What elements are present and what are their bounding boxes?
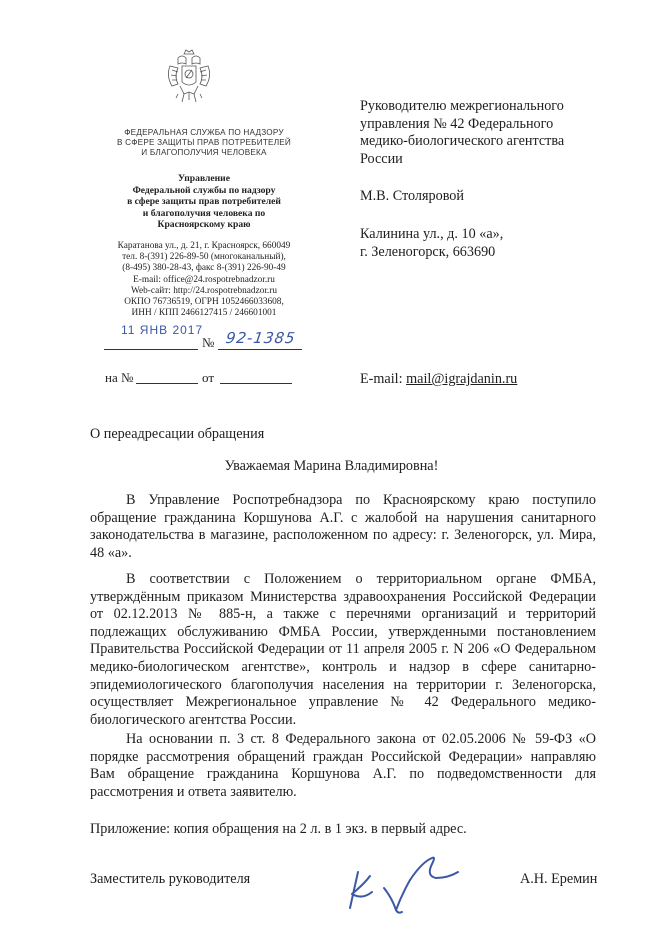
email-label: E-mail: [360,371,403,387]
signatory-name: А.Н. Еремин [520,871,598,887]
agency-line: В СФЕРЕ ЗАЩИТЫ ПРАВ ПОТРЕБИТЕЛЕЙ [116,138,292,147]
dept-line: и благополучия человека по [142,207,266,219]
body-paragraph-2: В соответствии с Положением о территориальном органе ФМБА, утверждённым приказом Министерства здравоохранения Российской Федерации от 02.12.2013 № 885-н, а также с перечнями организаций и территорий подлежащих обслуживанию ФМБА России, утвержденными постановлением Правительства Российской Федерации от 11 апреля 2005 г. N 206 «О Федеральном медико-биологическом агентстве», контроль и надзор в сфере санитарно-эпидемиологического благополучия населения на территории г. Зеленогорска, осуществляет Межрегиональное управление № 42 Федерального медико-биологического агентства России. [90,571,596,728]
addressee-address [360,226,503,261]
addressee-line: Руководителю межрегионального [360,98,564,114]
addressee-email [360,371,517,389]
address-line: Калинина ул., д. 10 «а», [360,226,504,242]
ref-prefix: на № [105,370,134,385]
dept-line: Управление [178,173,230,184]
ref-number-underline [136,383,198,384]
agency-line: ФЕДЕРАЛЬНАЯ СЛУЖБА ПО НАДЗОРУ [124,128,284,137]
addressee-line: России [360,150,403,167]
ref-date-underline [220,383,292,384]
addressee-line: управления № 42 Федерального [360,115,554,132]
coat-of-arms-emblem [164,48,214,108]
dept-line: в сфере защиты прав потребителей [127,196,281,207]
addressee-title [360,98,564,168]
contact-line: тел. 8-(391) 226-89-50 (многоканальный), [122,252,286,263]
contact-line: Web-сайт: http://24.rospotrebnadzor.ru [130,285,277,296]
handwritten-signature [340,850,500,920]
department-name [104,173,304,231]
signatory-position: Заместитель руководителя [90,871,251,887]
addressee-name: М.В. Столяровой [360,188,464,204]
number-underline [218,349,302,350]
contact-line: ОКПО 76736519, ОГРН 1052466033608, [124,297,284,308]
sender-contacts [104,241,304,319]
addressee-line: медико-биологического агентства [360,133,565,150]
handwritten-number: 92-1385 [224,329,297,347]
contact-line: ИНН / КПП 2466127415 / 246601001 [131,308,277,319]
date-underline [104,349,198,350]
contact-line: Каратанова ул., д. 21, г. Красноярск, 660049 [117,241,291,251]
subject: О переадресации обращения [90,426,265,442]
address-line: г. Зеленогорск, 663690 [360,243,496,260]
agency-name [104,128,304,158]
body-paragraph-3: На основании п. 3 ст. 8 Федерального закона от 02.05.2006 № 59-ФЗ «О порядке рассмотрения обращений граждан Российской Федерации» направляю Вам обращение гражданина Коршунова А.Г. по подведомственности для рассмотрения и ответа заявителю. [90,731,596,800]
dept-line: Федеральной службы по надзору [132,184,276,196]
contact-line: (8-495) 380-28-43, факс 8-(391) 226-90-49 [122,263,286,274]
greeting: Уважаемая Марина Владимировна! [224,458,439,474]
agency-line: И БЛАГОПОЛУЧИЯ ЧЕЛОВЕКА [141,148,267,157]
dept-line: Красноярскому краю [157,219,251,230]
contact-line: E-mail: office@24.rospotrebnadzor.ru [133,274,275,285]
number-prefix: № [202,335,215,350]
body-paragraph-1: В Управление Роспотребнадзора по Красноярскому краю поступило обращение гражданина Коршунова А.Г. с жалобой на нарушения санитарного законодательства в магазине, расположенном по адресу: г. Зеленогорск, ул. Мира, 48 «а». [90,492,596,561]
ref-from: от [202,370,215,385]
email-link[interactable]: mail@igrajdanin.ru [406,371,518,387]
date-stamp: 11 ЯНВ 2017 [121,323,204,337]
attachment-note: Приложение: копия обращения на 2 л. в 1 экз. в первый адрес. [90,821,467,837]
